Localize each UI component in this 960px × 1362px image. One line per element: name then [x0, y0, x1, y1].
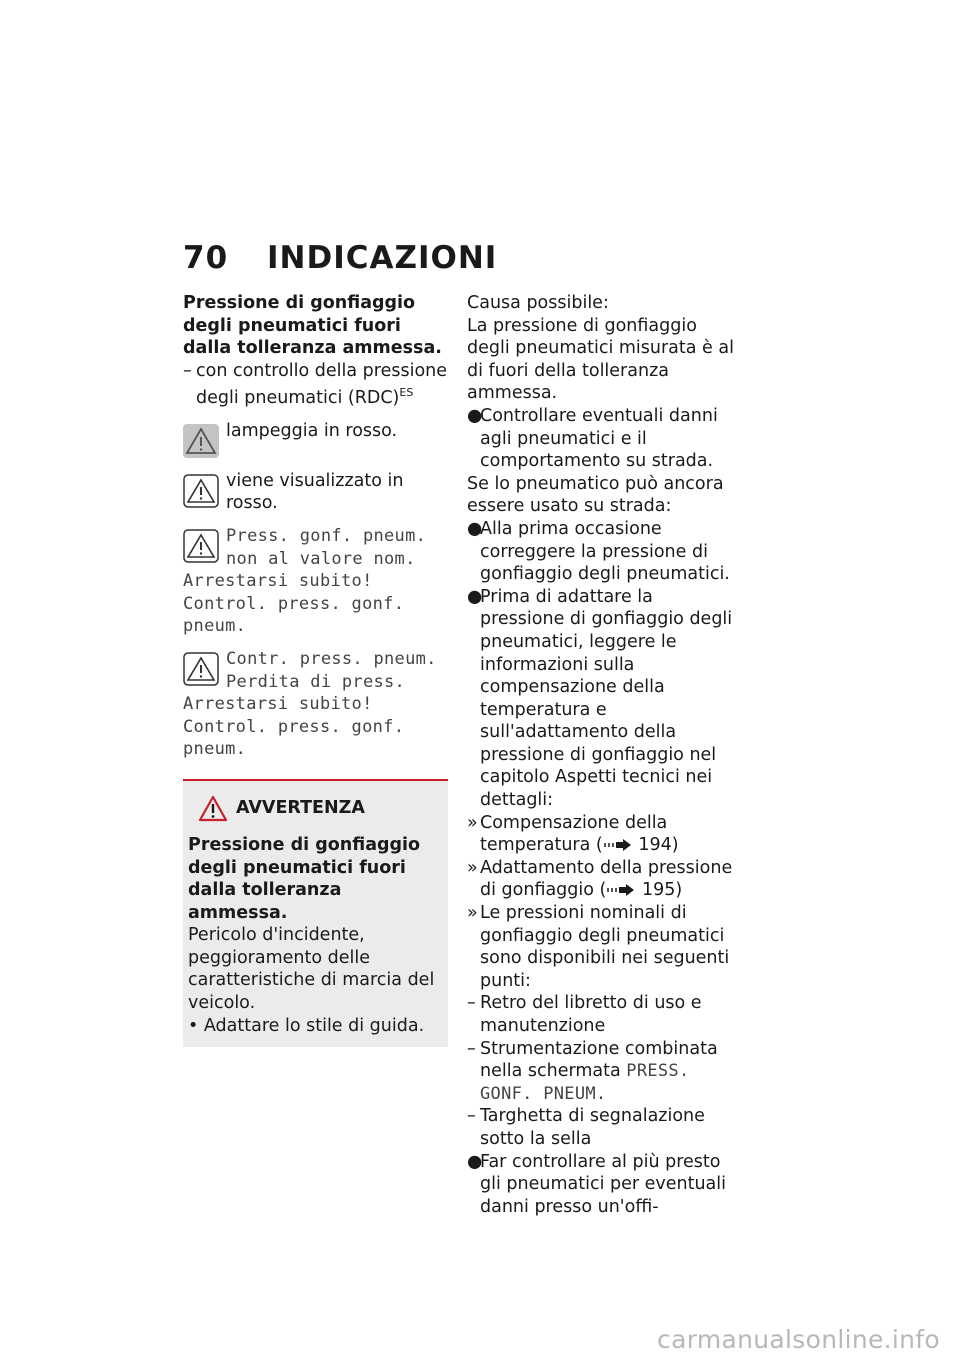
- display-message-row-1: [183, 525, 448, 638]
- chapter-title: INDICAZIONI: [267, 240, 498, 276]
- bullet-item-2: [467, 518, 742, 586]
- reference-marker: »: [467, 857, 478, 878]
- dash-text-1: Retro del libretto di uso e manutenzione: [480, 993, 702, 1036]
- section-title: Pressione di gonfiaggio degli pneumatici fuori dalla tolleranza ammessa.: [183, 293, 442, 359]
- reference-page-1[interactable]: 194): [638, 835, 679, 856]
- indicator-row-flashing: [183, 420, 448, 460]
- reference-item-2: [467, 857, 742, 902]
- warning-title: Pressione di gonfiaggio degli pneumatici fuori dalla tolleranza ammessa.: [188, 834, 421, 923]
- bullet-item-1: [467, 405, 742, 473]
- page-reference-arrow-icon: [603, 838, 633, 852]
- caution-triangle-icon: [198, 795, 228, 822]
- warning-lamp-filled-icon: [183, 424, 219, 458]
- page-header: [183, 240, 497, 276]
- warning-body: Pericolo d'incidente, peggioramento delle caratteristiche di marcia del veicolo.: [188, 925, 435, 1014]
- reference-page-2[interactable]: 195): [641, 880, 683, 901]
- reference-text-3: Le pressioni nominali di gonfiaggio degli pneumatici sono disponibili nei seguenti punti:: [480, 903, 730, 991]
- warning-label: AVVERTENZA: [236, 798, 365, 819]
- bullet-text-3: Prima di adattare la pressione di gonfiaggio degli pneumatici, leggere le informazioni sulla compensazione della temperatura e sull'adattamento della pressione di gonfiaggio nel capitolo Aspetti tecnici nei dettagli:: [480, 586, 733, 811]
- dash-text-3: Targhetta di segnalazione sotto la sella: [480, 1106, 705, 1149]
- warning-bullet: • Adattare lo stile di guida.: [188, 1015, 425, 1036]
- display-message-2: Contr. press. pneum. Perdita di press. Arrestarsi subito! Control. press. gonf. pneum.: [183, 648, 437, 760]
- cause-text: La pressione di gonfiaggio degli pneumatici misurata è al di fuori della tolleranza ammessa.: [467, 315, 734, 404]
- bullet-text-1: Controllare eventuali danni agli pneumatici e il comportamento su strada.: [480, 405, 718, 472]
- bullet-marker: ●: [467, 586, 483, 607]
- es-superscript: ES: [399, 386, 414, 400]
- bullet-item-3: [467, 586, 742, 812]
- indicator-row-displayed: [183, 470, 448, 515]
- dash-item-rdc: [183, 360, 448, 410]
- right-column: [467, 292, 742, 1218]
- dash-text-2: Strumentazione combinata nella schermata: [480, 1038, 718, 1082]
- bullet-text-4: Far controllare al più presto gli pneumatici per eventuali danni presso un'offi-: [480, 1151, 727, 1217]
- bullet-marker: ●: [467, 405, 483, 426]
- bullet-item-4: [467, 1151, 742, 1219]
- reference-text-2: Adattamento della pressione di gonfiaggio (: [480, 857, 733, 901]
- warning-bullet-text: Adattare lo stile di guida.: [203, 1015, 425, 1036]
- watermark: carmanualsonline.info: [657, 1325, 940, 1354]
- reference-text-1: Compensazione della temperatura (: [480, 812, 668, 856]
- dash-item-text: con controllo della pressione degli pneumatici (RDC): [196, 360, 448, 409]
- warning-lamp-outline-icon: [183, 529, 219, 563]
- dash-item-1: [467, 992, 742, 1037]
- left-column: [183, 292, 448, 1047]
- bullet-marker: ●: [467, 518, 483, 539]
- paragraph-road-use: Se lo pneumatico può ancora essere usato su strada:: [467, 473, 724, 517]
- cause-label: Causa possibile:: [467, 293, 609, 313]
- warning-lamp-outline-icon: [183, 474, 219, 508]
- bullet-text-2: Alla prima occasione correggere la pressione di gonfiaggio degli pneumatici.: [480, 518, 730, 585]
- indicator-text-displayed: viene visualizzato in rosso.: [226, 470, 404, 514]
- warning-heading: [188, 795, 442, 822]
- reference-item-1: [467, 812, 742, 857]
- dash-marker: –: [467, 993, 476, 1014]
- display-message-row-2: [183, 648, 448, 761]
- dash-mono-2: PRESS. GONF. PNEUM.: [480, 1061, 690, 1104]
- reference-marker: »: [467, 903, 478, 924]
- dash-marker: –: [183, 360, 192, 381]
- dash-item-3: [467, 1105, 742, 1150]
- reference-item-3: [467, 902, 742, 992]
- dash-marker: –: [467, 1106, 476, 1127]
- dash-marker: –: [467, 1038, 476, 1059]
- reference-marker: »: [467, 812, 478, 833]
- display-message-1: Press. gonf. pneum. non al valore nom. Arrestarsi subito! Control. press. gonf. pneum.: [183, 525, 427, 637]
- warning-lamp-outline-icon: [183, 652, 219, 686]
- warning-box: [183, 779, 448, 1047]
- dash-item-2: [467, 1038, 742, 1106]
- page-reference-arrow-icon: [606, 883, 636, 897]
- page-number: 70: [183, 240, 229, 276]
- indicator-text-flashing: lampeggia in rosso.: [226, 420, 398, 441]
- bullet-marker: ●: [467, 1151, 483, 1172]
